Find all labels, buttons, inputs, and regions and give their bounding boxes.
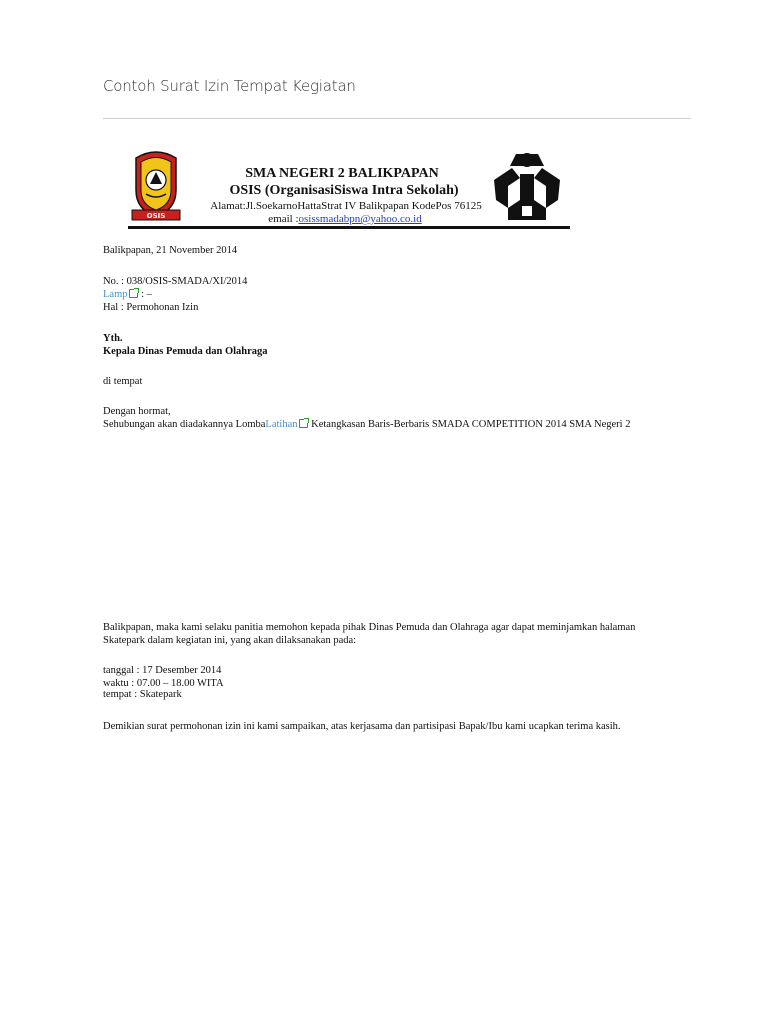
- yth-label: Yth.: [103, 333, 123, 344]
- osis-logo-icon: [130, 150, 182, 222]
- letter-number: No. : 038/OSIS-SMADA/XI/2014: [103, 276, 248, 287]
- body-paragraph-1: [103, 418, 630, 431]
- recipient: Kepala Dinas Pemuda dan Olahraga: [103, 346, 268, 357]
- closing-paragraph: Demikian surat permohonan izin ini kami sampaikan, atas kerjasama dan partisipasi Bapak/Ibu kami ucapkan terima kasih.: [103, 721, 621, 732]
- letter-date: Balikpapan, 21 November 2014: [103, 245, 238, 256]
- latihan-link[interactable]: Latihan: [265, 419, 298, 430]
- lamp-value: : –: [138, 289, 152, 300]
- body-paragraph-2-line-1: Balikpapan, maka kami selaku panitia memohon kepada pihak Dinas Pemuda dan Olahraga agar dapat meminjamkan halaman: [103, 622, 636, 633]
- greeting: Dengan hormat,: [103, 406, 171, 417]
- email-label: email :: [268, 213, 299, 225]
- subject-line: Hal : Permohonan Izin: [103, 302, 199, 313]
- letterhead-rule: [128, 226, 570, 229]
- external-link-icon: [299, 419, 308, 428]
- org-name: OSIS (OrganisasiSiswa Intra Sekolah): [229, 183, 459, 198]
- smada-emblem-icon: [486, 150, 568, 224]
- body-1-prefix: Sehubungan akan diadakannya Lomba: [103, 419, 266, 430]
- lamp-link[interactable]: Lamp: [103, 289, 128, 300]
- body-paragraph-2-line-2: Skatepark dalam kegiatan ini, yang akan dilaksanakan pada:: [103, 635, 357, 646]
- external-link-icon: [129, 289, 138, 298]
- email-link[interactable]: osissmadabpn@yahoo.co.id: [298, 213, 422, 225]
- email-line: [220, 213, 470, 225]
- title-divider: [103, 118, 691, 119]
- event-date: tanggal : 17 Desember 2014: [103, 665, 222, 676]
- page-title: Contoh Surat Izin Tempat Kegiatan: [103, 77, 356, 95]
- lamp-line: [103, 288, 152, 301]
- event-place: tempat : Skatepark: [103, 689, 182, 700]
- school-address: Alamat:Jl.SoekarnoHattaStrat IV Balikpapan KodePos 76125: [210, 200, 482, 212]
- place-line: di tempat: [103, 376, 143, 387]
- letterhead: [120, 148, 570, 232]
- body-1-suffix: Ketangkasan Baris-Berbaris SMADA COMPETITION 2014 SMA Negeri 2: [308, 419, 631, 430]
- school-name: SMA NEGERI 2 BALIKPAPAN: [245, 166, 439, 181]
- osis-logo-text: OSIS: [146, 212, 166, 220]
- event-time: waktu : 07.00 – 18.00 WITA: [103, 678, 224, 689]
